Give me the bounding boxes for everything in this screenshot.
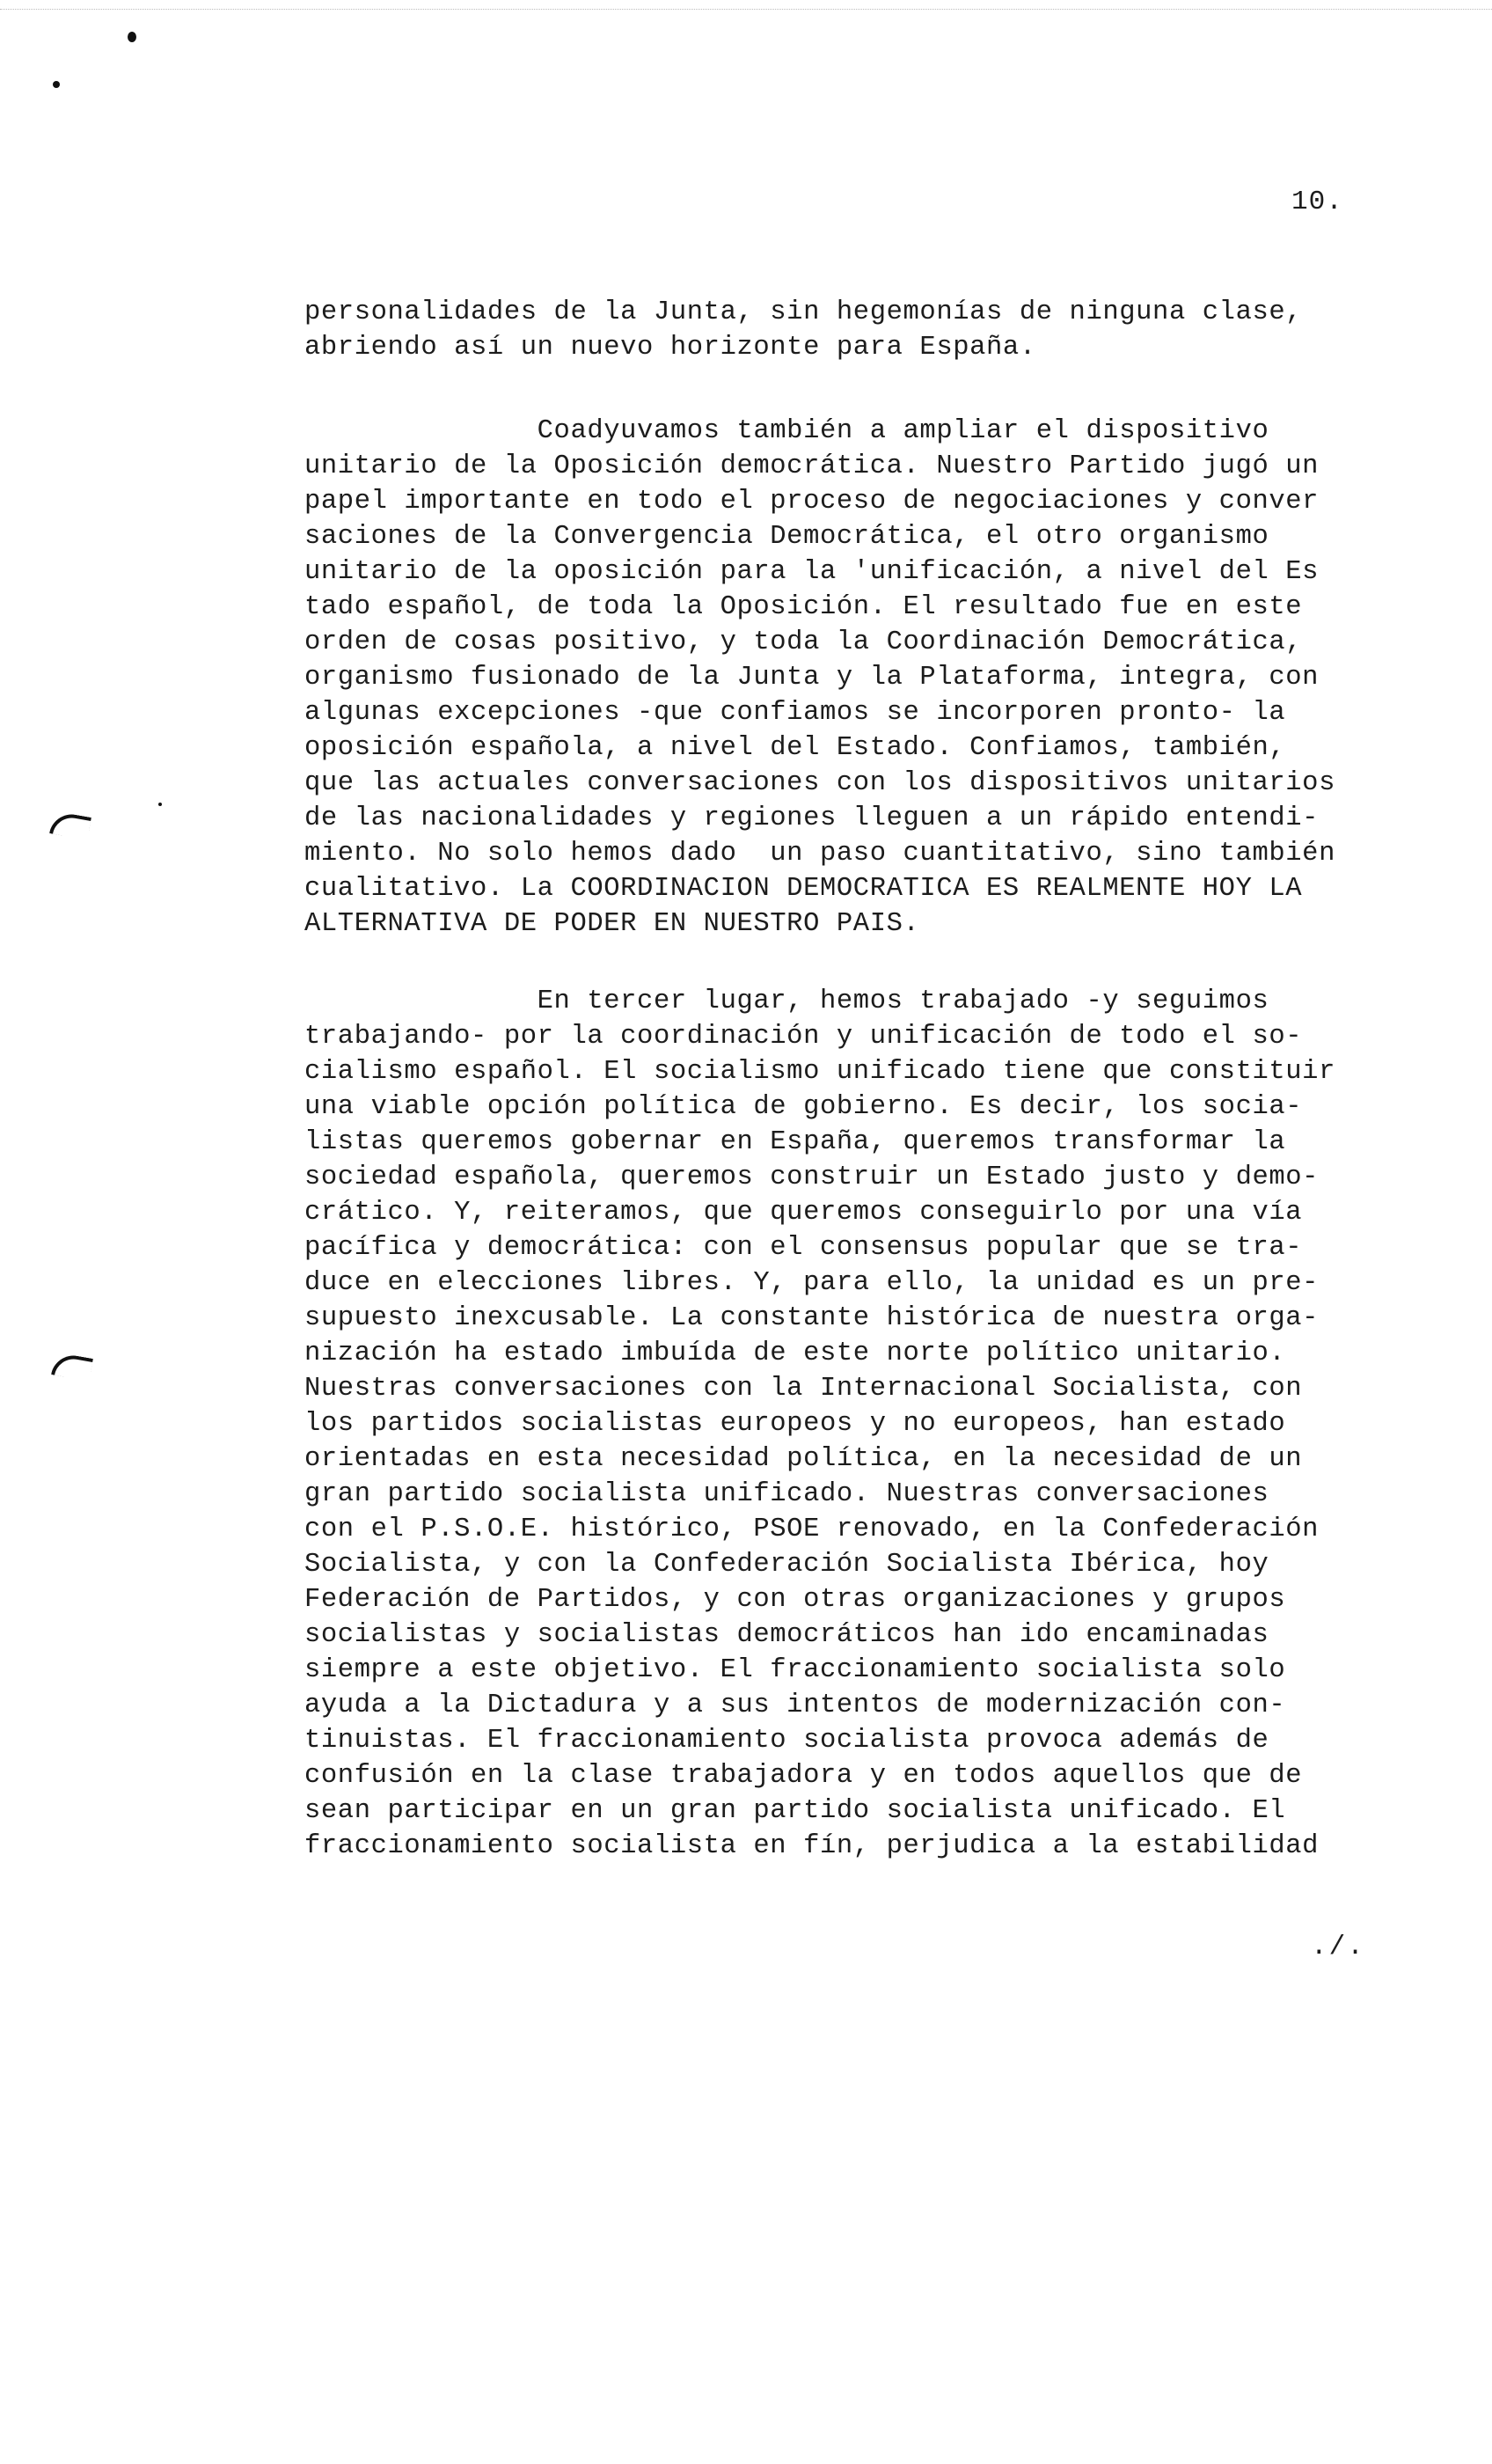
text-line: siempre a este objetivo. El fraccionamiento socialista solo <box>304 1655 1286 1685</box>
margin-hole-mark <box>51 1352 93 1381</box>
text-line: orden de cosas positivo, y toda la Coordinación Democrática, <box>304 627 1303 657</box>
text-line: saciones de la Convergencia Democrática, el otro organismo <box>304 522 1269 552</box>
paragraph-3 <box>304 984 1439 1864</box>
text-line: Coadyuvamos también a ampliar el dispositivo <box>304 416 1269 446</box>
text-line: personalidades de la Junta, sin hegemonías de ninguna clase, <box>304 297 1303 327</box>
text-line: gran partido socialista unificado. Nuestras conversaciones <box>304 1479 1269 1509</box>
text-line: unitario de la Oposición democrática. Nuestro Partido jugó un <box>304 451 1320 481</box>
text-line: los partidos socialistas europeos y no europeos, han estado <box>304 1409 1286 1439</box>
text-line: En tercer lugar, hemos trabajado -y seguimos <box>304 986 1269 1016</box>
text-line: ayuda a la Dictadura y a sus intentos de modernización con- <box>304 1690 1286 1720</box>
text-line: algunas excepciones -que confiamos se incorporen pronto- la <box>304 698 1286 728</box>
text-line: tado español, de toda la Oposición. El resultado fue en este <box>304 592 1303 622</box>
text-line: confusión en la clase trabajadora y en todos aquellos que de <box>304 1761 1303 1791</box>
text-line: pacífica y democrática: con el consensus popular que se tra- <box>304 1233 1303 1263</box>
text-line: listas queremos gobernar en España, queremos transformar la <box>304 1127 1286 1157</box>
ink-speck <box>53 81 60 88</box>
text-line: ALTERNATIVA DE PODER EN NUESTRO PAIS. <box>304 909 920 939</box>
text-line: de las nacionalidades y regiones lleguen a un rápido entendi- <box>304 803 1320 833</box>
text-line: organismo fusionado de la Junta y la Plataforma, integra, con <box>304 663 1320 693</box>
text-line: crático. Y, reiteramos, que queremos conseguirlo por una vía <box>304 1198 1303 1228</box>
text-line: tinuistas. El fraccionamiento socialista provoca además de <box>304 1726 1269 1756</box>
text-line: trabajando- por la coordinación y unificación de todo el so- <box>304 1022 1303 1052</box>
page-number: 10. <box>1291 187 1343 217</box>
text-line: abriendo así un nuevo horizonte para España. <box>304 333 1036 363</box>
text-line: sean participar en un gran partido socialista unificado. El <box>304 1796 1286 1826</box>
text-line: papel importante en todo el proceso de negociaciones y conver <box>304 487 1320 517</box>
scan-edge <box>0 0 1492 10</box>
text-line: orientadas en esta necesidad política, en la necesidad de un <box>304 1444 1303 1474</box>
paragraph-2 <box>304 414 1439 942</box>
text-line: Nuestras conversaciones con la Internacional Socialista, con <box>304 1374 1303 1404</box>
text-line: supuesto inexcusable. La constante histórica de nuestra orga- <box>304 1303 1320 1333</box>
margin-hole-mark <box>49 810 91 840</box>
text-line: miento. No solo hemos dado un paso cuantitativo, sino también <box>304 839 1335 869</box>
text-line: nización ha estado imbuída de este norte político unitario. <box>304 1338 1286 1368</box>
ink-speck <box>158 803 162 806</box>
text-line: cualitativo. La COORDINACION DEMOCRATICA ES REALMENTE HOY LA <box>304 874 1303 904</box>
text-line: cialismo español. El socialismo unificado tiene que constituir <box>304 1057 1335 1087</box>
ink-speck <box>128 32 136 42</box>
text-line: duce en elecciones libres. Y, para ello, la unidad es un pre- <box>304 1268 1320 1298</box>
text-line: sociedad española, queremos construir un Estado justo y demo- <box>304 1162 1320 1192</box>
text-line: con el P.S.O.E. histórico, PSOE renovado, en la Confederación <box>304 1514 1320 1544</box>
text-line: una viable opción política de gobierno. Es decir, los socia- <box>304 1092 1303 1122</box>
paragraph-1 <box>304 295 1439 365</box>
text-line: que las actuales conversaciones con los dispositivos unitarios <box>304 768 1335 798</box>
text-line: fraccionamiento socialista en fín, perjudica a la estabilidad <box>304 1831 1320 1861</box>
text-line: Federación de Partidos, y con otras organizaciones y grupos <box>304 1585 1286 1615</box>
text-line: Socialista, y con la Confederación Socialista Ibérica, hoy <box>304 1550 1269 1580</box>
text-line: socialistas y socialistas democráticos han ido encaminadas <box>304 1620 1269 1650</box>
text-line: unitario de la oposición para la 'unificación, a nivel del Es <box>304 557 1320 587</box>
continuation-mark: ./. <box>1311 1932 1365 1962</box>
text-line: oposición española, a nivel del Estado. Confiamos, también, <box>304 733 1286 763</box>
